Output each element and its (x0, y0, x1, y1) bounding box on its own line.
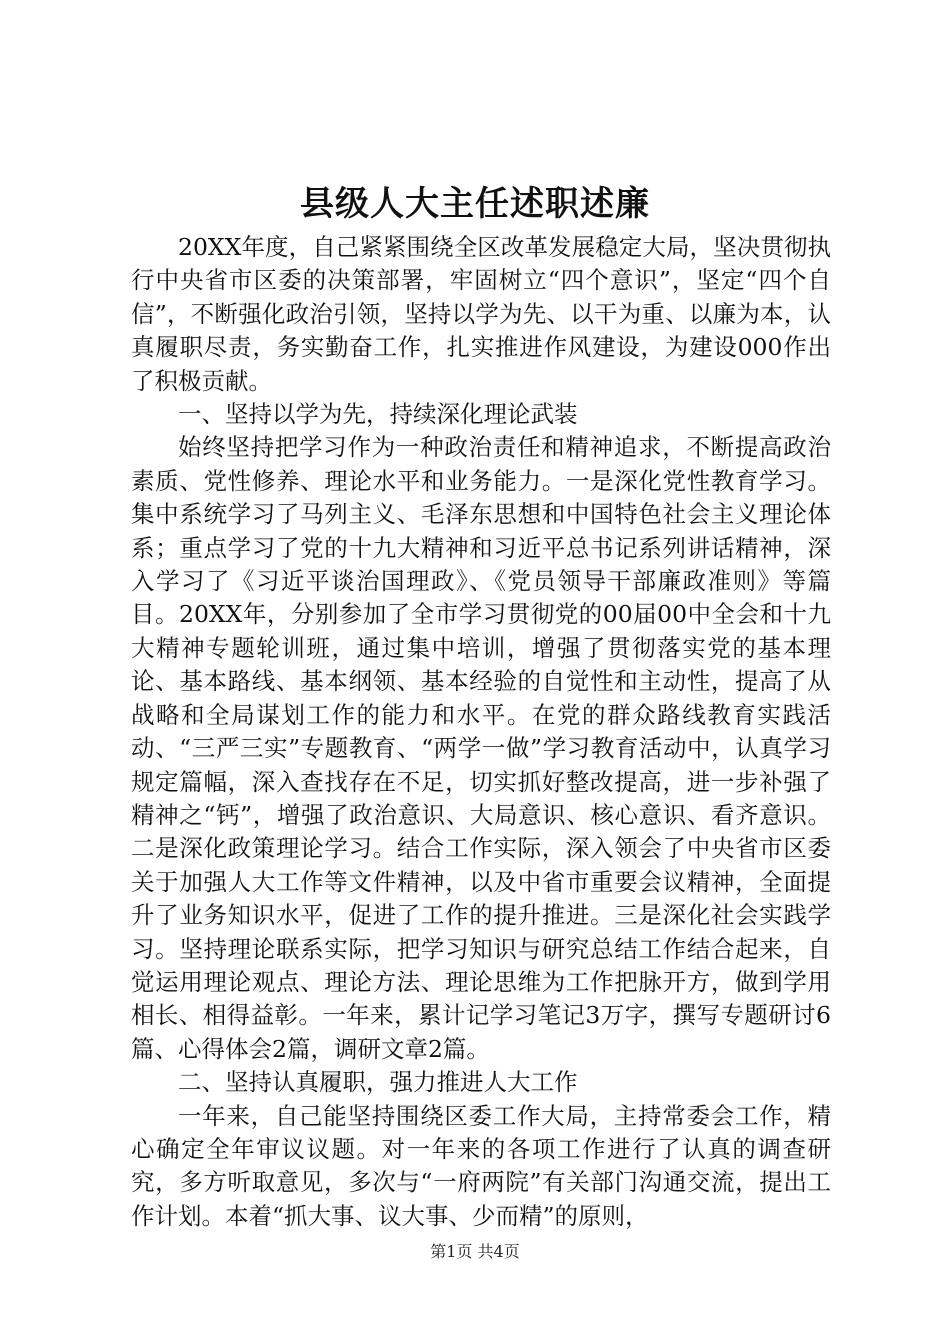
page-footer: 第1页 共4页 (430, 1242, 520, 1261)
section-2-paragraph: 一年来，自己能坚持围绕区委工作大局，主持常委会工作，精心确定全年审议议题。对一年来的各项工作进行了认真的调查研究，多方听取意见，多次与“一府两院”有关部门沟通交流，提出工作计划。本着“抓大事、议大事、少而精”的原则， (131, 1101, 831, 1230)
document-body (131, 231, 831, 1233)
intro-paragraph: 20XX年度，自己紧紧围绕全区改革发展稳定大局，坚决贯彻执行中央省市区委的决策部署，牢固树立“四个意识”，坚定“四个自信”，不断强化政治引领，坚持以学为先、以干为重、以廉为本，认真履职尽责，务实勤奋工作，扎实推进作风建设，为建设000作出了积极贡献。 (131, 233, 831, 395)
section-heading-2: 二、坚持认真履职，强力推进人大工作 (178, 1068, 578, 1097)
section-heading-1: 一、坚持以学为先，持续深化理论武装 (178, 400, 578, 429)
document-title: 县级人大主任述职述廉 (300, 184, 650, 224)
section-1-paragraph: 始终坚持把学习作为一种政治责任和精神追求，不断提高政治素质、党性修养、理论水平和业务能力。一是深化党性教育学习。集中系统学习了马列主义、毛泽东思想和中国特色社会主义理论体系；重点学习了党的十九大精神和习近平总书记系列讲话精神，深入学习了《习近平谈治国理政》、《党员领导干部廉政准则》等篇目。20XX年，分别参加了全市学习贯彻党的00届00中全会和十九大精神专题轮训班，通过集中培训，增强了贯彻落实党的基本理论、基本路线、基本纲领、基本经验的自觉性和主动性，提高了从战略和全局谋划工作的能力和水平。在党的群众路线教育实践活动、“三严三实”专题教育、“两学一做”学习教育活动中，认真学习规定篇幅，深入查找存在不足，切实抓好整改提高，进一步补强了精神之“钙”，增强了政治意识、大局意识、核心意识、看齐意识。二是深化政策理论学习。结合工作实际，深入领会了中央省市区委关于加强人大工作等文件精神，以及中省市重要会议精神，全面提升了业务知识水平，促进了工作的提升推进。三是深化社会实践学习。坚持理论联系实际，把学习知识与研究总结工作结合起来，自觉运用理论观点、理论方法、理论思维为工作把脉开方，做到学用相长、相得益彰。一年来，累计记学习笔记3万字，撰写专题研讨6篇、心得体会2篇，调研文章2篇。 (131, 433, 831, 1063)
